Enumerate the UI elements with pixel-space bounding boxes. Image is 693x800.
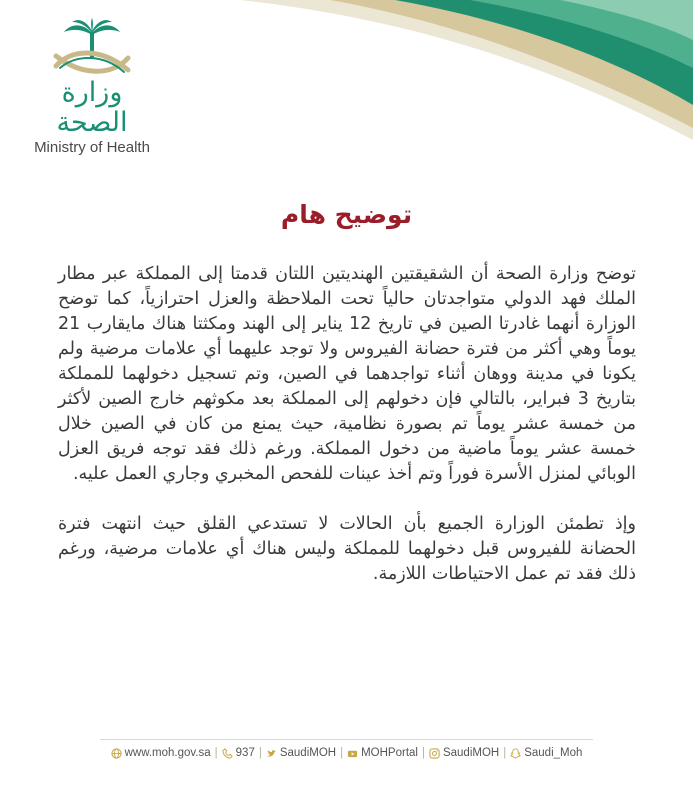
youtube-icon	[347, 748, 358, 759]
footer-website-text: www.moh.gov.sa	[124, 747, 211, 759]
footer-youtube[interactable]	[347, 747, 418, 759]
footer-separator: |	[258, 747, 262, 759]
footer-phone-text: 937	[235, 747, 255, 759]
twitter-icon	[266, 748, 277, 759]
paragraph-1: توضح وزارة الصحة أن الشقيقتين الهنديتين اللتان قدمتا إلى المملكة عبر مطار الملك فهد الدولي متواجدتان حالياً تحت الملاحظة والعزل احترازياً، كما توضح الوزارة أنهما غادرتا الصين في تاريخ 12 يناير إلى الهند ومكثتا هناك مايقارب 21 يوماً وهي أكثر من فترة حضانة الفيروس ولا توجد عليهما أي علامات مرضية ولم يكونا في مدينة ووهان أثناء تواجدهما في الصين، وتم تسجيل دخولهما للمملكة بتاريخ 3 فبراير، بالتالي فإن دخولهم إلى المملكة بعد مكوثهم خارج الصين لأكثر من خمسة عشر يوماً تم بصورة نظامية، حيث يمنع من كان في الصين خلال خمسة عشر يوماً ماضية من دخول المملكة. ورغم ذلك فقد توجه فريق العزل الوبائي لمنزل الأسرة فوراً وتم أخذ عينات للفحص المخبري وجاري العمل عليه.	[58, 264, 636, 484]
footer-twitter[interactable]	[266, 747, 336, 759]
phone-icon	[222, 748, 233, 759]
page-title: توضيح هام	[280, 200, 413, 229]
palm-swords-emblem	[42, 18, 142, 80]
footer-youtube-text: MOHPortal	[361, 747, 418, 759]
footer-snapchat-text: Saudi_Moh	[524, 747, 583, 759]
footer-phone[interactable]	[222, 747, 255, 759]
footer-separator: |	[214, 747, 218, 759]
instagram-icon	[429, 748, 440, 759]
footer-separator: |	[340, 747, 344, 759]
footer-instagram-text: SaudiMOH	[442, 747, 500, 759]
snapchat-icon	[510, 748, 521, 759]
footer-separator: |	[503, 747, 507, 759]
paragraph-2: وإذ تطمئن الوزارة الجميع بأن الحالات لا تستدعي القلق حيث انتهت فترة الحضانة للفيروس قبل دخولهما للمملكة وليس هناك أي علامات مرضية، ورغم ذلك فقد تم عمل الاحتياطات اللازمة.	[58, 514, 636, 584]
moh-logo	[22, 18, 162, 156]
footer-instagram[interactable]	[429, 747, 499, 759]
logo-english-name: Ministry of Health	[34, 139, 150, 156]
footer-website[interactable]	[111, 747, 211, 759]
logo-arabic-name: وزارة الصحة	[56, 77, 128, 138]
footer-divider	[100, 739, 593, 740]
footer-twitter-text: SaudiMOH	[279, 747, 337, 759]
footer-snapchat[interactable]	[510, 747, 582, 759]
footer-separator: |	[421, 747, 425, 759]
globe-icon	[111, 748, 122, 759]
footer-contacts	[0, 747, 693, 759]
statement-body	[58, 262, 636, 587]
